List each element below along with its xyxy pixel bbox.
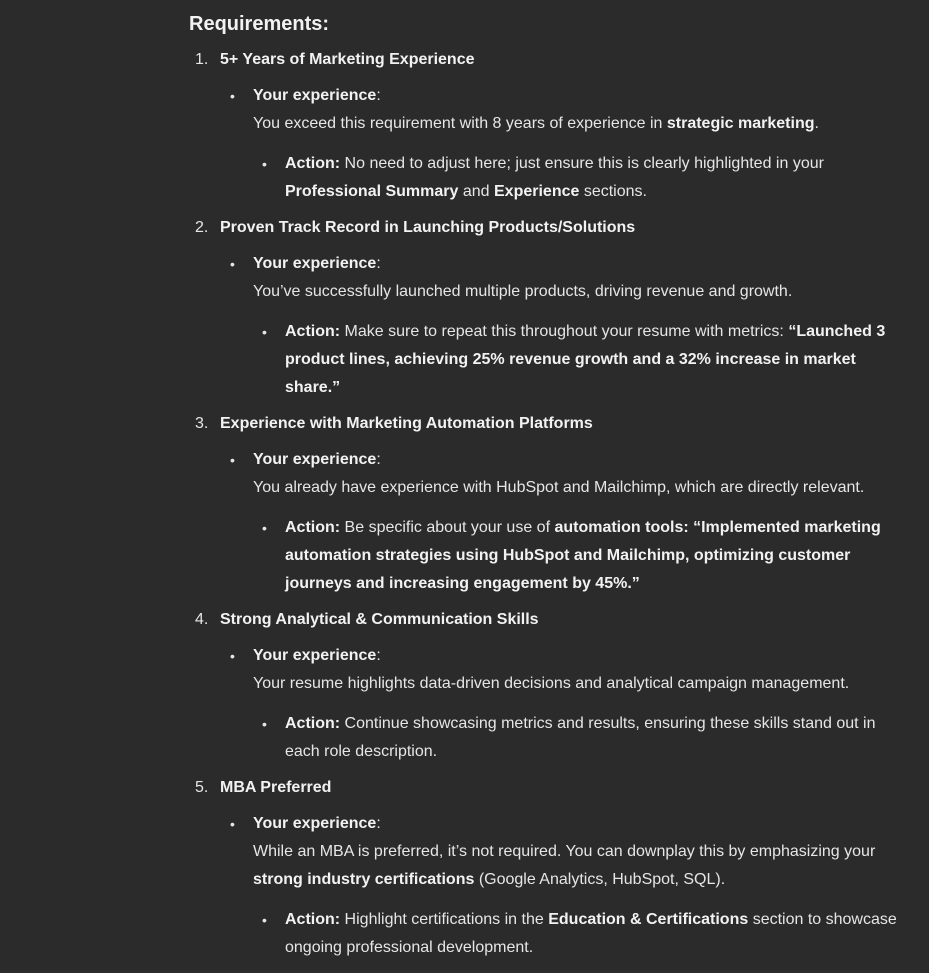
bullet-icon: • bbox=[230, 648, 235, 664]
requirement-number: 5. bbox=[195, 779, 209, 796]
experience-text-part: (Google Analytics, HubSpot, SQL). bbox=[474, 871, 726, 888]
experience-text-part: You’ve successfully launched multiple products, driving revenue and growth. bbox=[253, 283, 793, 300]
requirement-item bbox=[189, 774, 909, 962]
action-item bbox=[262, 906, 909, 962]
experience-item bbox=[230, 642, 909, 698]
experience-label: Your experience bbox=[253, 87, 377, 104]
action-text bbox=[285, 906, 909, 962]
action-label: Action: bbox=[285, 715, 341, 732]
action-label: Action: bbox=[285, 155, 341, 172]
requirement-item bbox=[189, 606, 909, 766]
experience-item bbox=[230, 82, 909, 138]
action-text bbox=[285, 150, 909, 206]
bullet-icon: • bbox=[262, 716, 267, 732]
experience-text bbox=[253, 670, 909, 698]
requirement-item bbox=[189, 46, 909, 206]
action-text-bold: Education & Certifications bbox=[548, 911, 749, 928]
experience-text-part: You already have experience with HubSpot and Mailchimp, which are directly relevant. bbox=[253, 479, 865, 496]
requirement-item bbox=[189, 214, 909, 402]
experience-item bbox=[230, 250, 909, 306]
experience-colon: : bbox=[376, 815, 381, 832]
requirement-number: 2. bbox=[195, 219, 209, 236]
chat-message-content bbox=[189, 8, 909, 962]
action-text-part: No need to adjust here; just ensure this is clearly highlighted in your bbox=[340, 155, 824, 172]
experience-text-bold: strategic marketing bbox=[666, 115, 815, 132]
experience-text bbox=[253, 278, 909, 306]
experience-text-bold: strong industry certifications bbox=[253, 871, 475, 888]
action-text-part: sections. bbox=[579, 183, 647, 200]
action-text-bold: “Launched 3 product lines, achieving 25% revenue growth and a 32% increase in market share.” bbox=[285, 323, 886, 396]
requirement-number: 4. bbox=[195, 611, 209, 628]
experience-text-part: . bbox=[814, 115, 819, 132]
experience-text-part: While an MBA is preferred, it’s not required. You can downplay this by emphasizing your bbox=[253, 843, 876, 860]
requirement-title: MBA Preferred bbox=[220, 779, 332, 796]
experience-item bbox=[230, 810, 909, 894]
experience-item bbox=[230, 446, 909, 502]
requirement-title: Experience with Marketing Automation Platforms bbox=[220, 415, 593, 432]
action-text-bold: Experience bbox=[494, 183, 580, 200]
action-text-part: Be specific about your use of bbox=[340, 519, 555, 536]
experience-label: Your experience bbox=[253, 647, 377, 664]
action-text-part: section to showcase ongoing professional development. bbox=[285, 911, 897, 956]
experience-text-part: You exceed this requirement with 8 years of experience in bbox=[253, 115, 667, 132]
bullet-icon: • bbox=[230, 452, 235, 468]
action-text-part: Make sure to repeat this throughout your resume with metrics: bbox=[340, 323, 789, 340]
requirement-number: 1. bbox=[195, 51, 209, 68]
action-item bbox=[262, 514, 909, 598]
bullet-icon: • bbox=[262, 912, 267, 928]
action-item bbox=[262, 318, 909, 402]
experience-label: Your experience bbox=[253, 815, 377, 832]
action-label: Action: bbox=[285, 323, 341, 340]
bullet-icon: • bbox=[262, 324, 267, 340]
action-item bbox=[262, 710, 909, 766]
experience-label: Your experience bbox=[253, 451, 377, 468]
experience-text-part: Your resume highlights data-driven decisions and analytical campaign management. bbox=[253, 675, 850, 692]
bullet-icon: • bbox=[230, 816, 235, 832]
bullet-icon: • bbox=[262, 520, 267, 536]
experience-colon: : bbox=[376, 255, 381, 272]
action-text-bold: Professional Summary bbox=[285, 183, 459, 200]
experience-colon: : bbox=[376, 647, 381, 664]
requirement-title: Proven Track Record in Launching Products/Solutions bbox=[220, 219, 636, 236]
experience-colon: : bbox=[376, 451, 381, 468]
experience-text bbox=[253, 110, 909, 138]
action-text bbox=[285, 514, 909, 598]
action-text-bold: automation tools: “Implemented marketing automation strategies using HubSpot and Mailchimp, optimizing customer journeys and increasing engagement by 45%.” bbox=[285, 519, 881, 592]
action-text-part: and bbox=[458, 183, 494, 200]
requirement-title: 5+ Years of Marketing Experience bbox=[220, 51, 475, 68]
action-label: Action: bbox=[285, 911, 341, 928]
action-text bbox=[285, 318, 909, 402]
bullet-icon: • bbox=[262, 156, 267, 172]
action-text-part: Continue showcasing metrics and results, ensuring these skills stand out in each role description. bbox=[285, 715, 876, 760]
action-text bbox=[285, 710, 909, 766]
action-item bbox=[262, 150, 909, 206]
requirements-heading: Requirements: bbox=[189, 13, 330, 35]
requirement-title: Strong Analytical & Communication Skills bbox=[220, 611, 539, 628]
requirement-item bbox=[189, 410, 909, 598]
bullet-icon: • bbox=[230, 256, 235, 272]
action-text-part: Highlight certifications in the bbox=[340, 911, 549, 928]
experience-text bbox=[253, 474, 909, 502]
bullet-icon: • bbox=[230, 88, 235, 104]
experience-text bbox=[253, 838, 909, 894]
action-label: Action: bbox=[285, 519, 341, 536]
experience-colon: : bbox=[376, 87, 381, 104]
experience-label: Your experience bbox=[253, 255, 377, 272]
requirement-number: 3. bbox=[195, 415, 209, 432]
